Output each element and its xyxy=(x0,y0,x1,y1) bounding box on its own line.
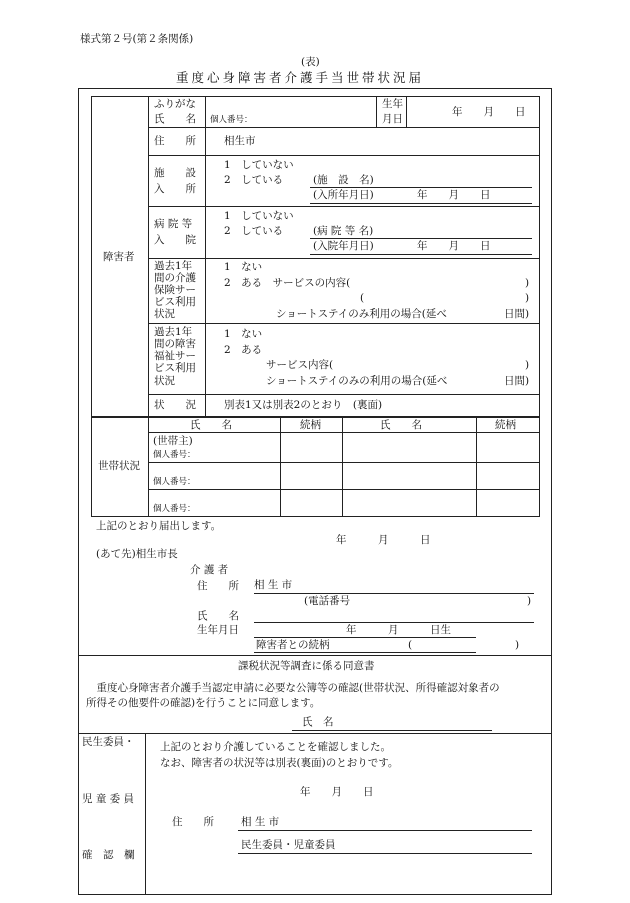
consent-text-2: 所得その他要件の確認)を行うことに同意します。 xyxy=(86,697,321,709)
care-insurance-days: 日間) xyxy=(504,308,530,320)
commissioner-address-value[interactable]: 相 生 市 xyxy=(241,816,280,828)
care-insurance-label-5: 状況 xyxy=(154,308,175,320)
addressee: (あて先)相生市長 xyxy=(96,548,178,560)
welfare-service-close: ) xyxy=(525,359,530,371)
care-insurance-label-4: ビス利用 xyxy=(154,296,196,308)
caregiver-address-label: 住 所 xyxy=(197,580,239,592)
caregiver-birth-field[interactable]: 年 月 日生 xyxy=(346,624,451,636)
caregiver-relation-close: ) xyxy=(515,639,520,651)
commissioner-text-1: 上記のとおり介護していることを確認しました。 xyxy=(160,741,391,753)
care-insurance-open-2: ( xyxy=(360,292,365,304)
care-insurance-short-stay[interactable]: ショートステイのみ利用の場合(延べ xyxy=(276,308,447,320)
facility-option-2[interactable]: 2 している xyxy=(224,174,284,186)
caregiver-birth-label: 生年月日 xyxy=(197,624,239,636)
form-number: 様式第２号(第２条関係) xyxy=(80,33,194,45)
caregiver-relation-label: 障害者との続柄 xyxy=(256,639,330,651)
household-personal-no-2: 個人番号： xyxy=(153,477,196,487)
caregiver-label: 介 護 者 xyxy=(190,564,229,576)
care-insurance-option-1[interactable]: 1 ない xyxy=(224,261,263,273)
welfare-label-3: 福祉サー xyxy=(154,350,196,362)
commissioner-label-1: 民生委員・ xyxy=(82,736,135,748)
caregiver-relation-open[interactable]: ( xyxy=(408,639,413,651)
consent-title: 課税状況等調査に係る同意書 xyxy=(238,660,375,672)
household-col-relation-1: 続柄 xyxy=(300,419,321,431)
welfare-days: 日間) xyxy=(504,375,530,387)
declaration-text: 上記のとおり届出します。 xyxy=(96,520,222,532)
welfare-label-2: 間の障害 xyxy=(154,338,196,350)
facility-label-2: 入 所 xyxy=(154,183,196,195)
facility-date-format: 年 月 日 xyxy=(417,189,491,201)
welfare-option-1[interactable]: 1 ない xyxy=(224,328,263,340)
personal-number-label: 個人番号： xyxy=(210,115,253,125)
welfare-label-4: ビス利用 xyxy=(154,362,196,374)
welfare-option-2[interactable]: 2 ある xyxy=(224,344,263,356)
disabled-person-label: 障害者 xyxy=(103,251,135,263)
form-title: 重度心身障害者介護手当世帯状況届 xyxy=(176,70,425,85)
facility-date-field[interactable]: (入所年月日) xyxy=(313,189,374,201)
care-insurance-label-1: 過去1年 xyxy=(154,260,193,272)
household-head-label: (世帯主) xyxy=(153,435,193,447)
household-label: 世帯状況 xyxy=(98,460,140,472)
commissioner-signature-label[interactable]: 民生委員・児童委員 xyxy=(241,839,336,851)
address-value[interactable]: 相生市 xyxy=(224,135,256,147)
commissioner-address-label: 住 所 xyxy=(172,816,214,828)
hospital-date-field[interactable]: (入院年月日) xyxy=(313,240,374,252)
welfare-label-5: 状況 xyxy=(154,375,175,387)
side-label: (表) xyxy=(301,56,320,68)
hospital-name-field[interactable]: (病 院 等 名) xyxy=(313,225,374,237)
facility-name-field[interactable]: (施 設 名) xyxy=(313,174,374,186)
household-col-name-2: 氏 名 xyxy=(380,419,422,431)
birth-label-1: 生年 xyxy=(382,98,403,110)
household-col-name-1: 氏 名 xyxy=(190,419,232,431)
household-personal-no-1: 個人番号： xyxy=(153,450,196,460)
welfare-label-1: 過去1年 xyxy=(154,326,193,338)
name-label: 氏 名 xyxy=(154,113,196,125)
welfare-short-stay[interactable]: ショートステイのみの利用の場合(延べ xyxy=(266,375,448,387)
caregiver-phone-close: ) xyxy=(527,595,532,607)
care-insurance-label-2: 間の介護 xyxy=(154,272,196,284)
commissioner-label-2: 児 童 委 員 xyxy=(82,793,135,805)
care-insurance-close-2: ) xyxy=(525,292,530,304)
welfare-service-content[interactable]: サービス内容( xyxy=(266,359,334,371)
status-value: 別表1又は別表2のとおり (裏面) xyxy=(224,399,383,411)
birth-label-2: 月日 xyxy=(382,113,403,125)
commissioner-date[interactable]: 年 月 日 xyxy=(300,786,374,798)
hospital-option-1[interactable]: 1 していない xyxy=(224,210,294,222)
care-insurance-option-2[interactable]: 2 ある サービスの内容( xyxy=(224,277,351,289)
household-personal-no-3: 個人番号： xyxy=(153,504,196,514)
commissioner-label-3: 確 認 欄 xyxy=(82,849,135,861)
hospital-date-format: 年 月 日 xyxy=(417,240,491,252)
consent-text-1: 重度心身障害者介護手当認定申請に必要な公簿等の確認(世帯状況、所得確認対象者の xyxy=(86,682,500,694)
caregiver-phone-label[interactable]: (電話番号 xyxy=(304,595,351,607)
hospital-label-2: 入 院 xyxy=(154,234,196,246)
household-col-relation-2: 続柄 xyxy=(495,419,516,431)
consent-name-label: 氏 名 xyxy=(302,716,334,728)
birth-date-field[interactable]: 年 月 日 xyxy=(452,106,526,118)
address-label: 住 所 xyxy=(154,135,196,147)
facility-label-1: 施 設 xyxy=(154,167,196,179)
commissioner-text-2: なお、障害者の状況等は別表(裏面)のとおりです。 xyxy=(160,757,399,769)
caregiver-name-label: 氏 名 xyxy=(197,610,239,622)
care-insurance-close-1: ) xyxy=(525,277,530,289)
caregiver-address-value[interactable]: 相 生 市 xyxy=(254,579,293,591)
care-insurance-label-3: 保険サー xyxy=(154,284,196,296)
status-label: 状 況 xyxy=(154,399,196,411)
hospital-option-2[interactable]: 2 している xyxy=(224,225,284,237)
hospital-label-1: 病 院 等 xyxy=(154,218,193,230)
furigana-label: ふりがな xyxy=(154,98,196,110)
declaration-date[interactable]: 年 月 日 xyxy=(336,534,431,546)
facility-option-1[interactable]: 1 していない xyxy=(224,159,294,171)
